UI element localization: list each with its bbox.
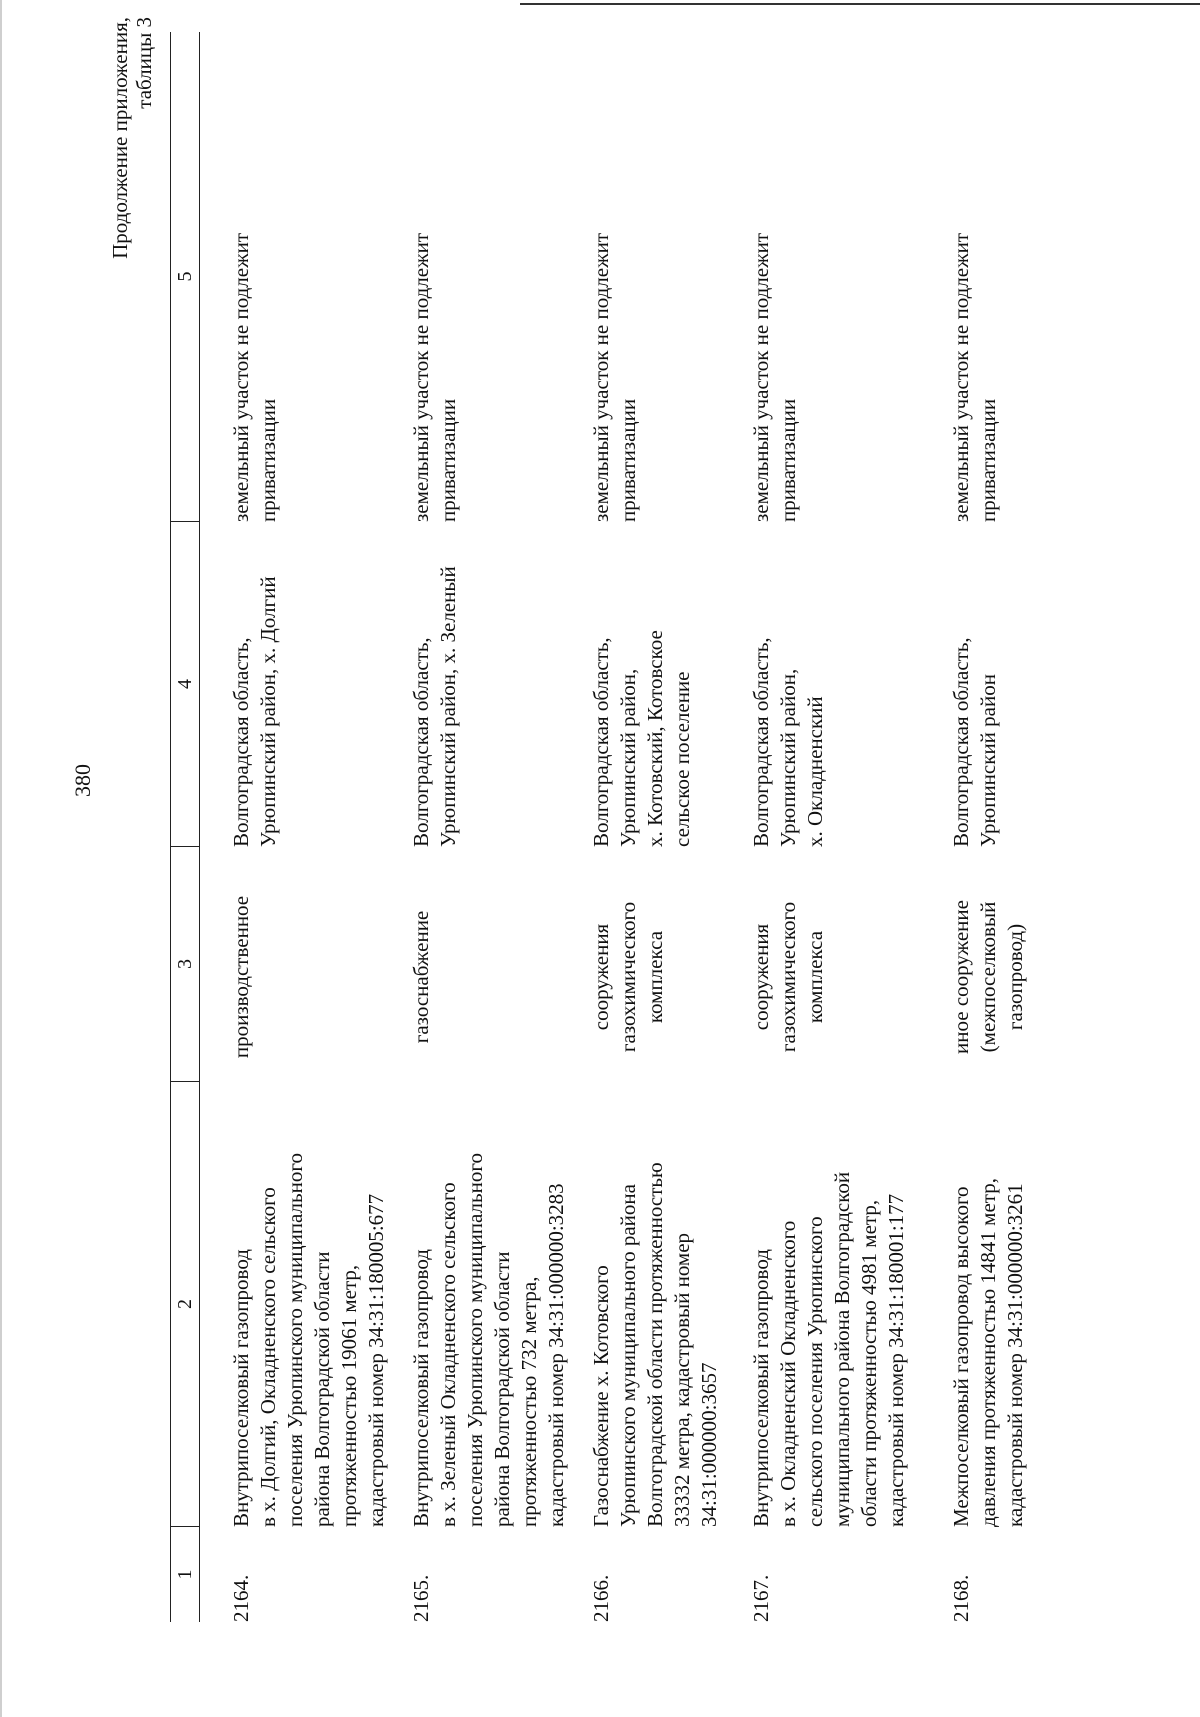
- table-row: [588, 32, 738, 1622]
- object-name: Внутрипоселковый газопровод в х. Зеленый Окладненского сельского поселения Урюпинского муниципального района Волгоградской области протяженностью 732 метра, кадастровый номер 34:31:000000:3283: [409, 1153, 568, 1527]
- object-name: Межпоселковый газопровод высокого давления протяженностью 14841 метр, кадастровый номер 34:31:000000:3261: [949, 1178, 1027, 1527]
- row-number: 2168.: [949, 1574, 973, 1622]
- object-note: земельный участок не подлежит приватизации: [229, 232, 280, 522]
- object-name: Внутрипоселковый газопровод в х. Окладненский Окладненского сельского поселения Урюпинского муниципального района Волгоградской области протяженностью 4981 метр, кадастровый номер 34:31:180001:177: [749, 1171, 908, 1527]
- object-purpose: газоснабжение: [409, 910, 433, 1044]
- table-row: [408, 32, 578, 1622]
- object-address: Волгоградская область, Урюпинский район, х. Котовский, Котовское сельское поселение: [589, 630, 694, 847]
- object-note: земельный участок не подлежит приватизации: [749, 232, 800, 522]
- column-header-2: 2: [171, 1082, 199, 1527]
- continuation-line-1: Продолжение приложения,: [108, 17, 132, 259]
- object-purpose: сооружения газохимического комплекса: [749, 901, 827, 1053]
- row-number: 2165.: [409, 1574, 433, 1622]
- object-purpose: производственное: [229, 895, 253, 1059]
- table-row: [228, 32, 398, 1622]
- column-header-1: 1: [174, 1569, 196, 1580]
- table-header: [170, 32, 200, 1622]
- object-note: земельный участок не подлежит приватизации: [949, 232, 1000, 522]
- row-number: 2164.: [229, 1574, 253, 1622]
- table-row: [948, 32, 1058, 1622]
- object-address: Волгоградская область, Урюпинский район, х. Долгий: [229, 576, 280, 847]
- page-number: 380: [70, 764, 95, 797]
- continuation-caption: [108, 17, 156, 337]
- row-number: 2166.: [589, 1574, 613, 1622]
- property-table: [170, 32, 1027, 1622]
- object-address: Волгоградская область, Урюпинский район: [949, 637, 1000, 847]
- object-purpose: иное сооружение (межпоселковый газопровод): [949, 900, 1027, 1054]
- table-row: [748, 32, 918, 1622]
- object-address: Волгоградская область, Урюпинский район, х. Зеленый: [409, 566, 460, 847]
- object-note: земельный участок не подлежит приватизации: [589, 232, 640, 522]
- object-name: Внутрипоселковый газопровод в х. Долгий, Окладненского сельского поселения Урюпинского муниципального района Волгоградской области протяженностью 19061 метр, кадастровый номер 34:31:180005:677: [229, 1153, 388, 1527]
- column-header-3: 3: [171, 847, 199, 1082]
- object-note: земельный участок не подлежит приватизации: [409, 232, 460, 522]
- object-address: Волгоградская область, Урюпинский район, х. Окладненский: [749, 637, 827, 847]
- column-header-4: 4: [171, 522, 199, 847]
- continuation-line-2: таблицы 3: [132, 17, 156, 109]
- row-number: 2167.: [749, 1574, 773, 1622]
- object-name: Газоснабжение х. Котовского Урюпинского муниципального района Волгоградской области протяженностью 33332 метра, кадастровый номер 34:31:000000:3657: [589, 1162, 721, 1527]
- column-header-5: 5: [171, 32, 199, 522]
- object-purpose: сооружения газохимического комплекса: [589, 901, 667, 1053]
